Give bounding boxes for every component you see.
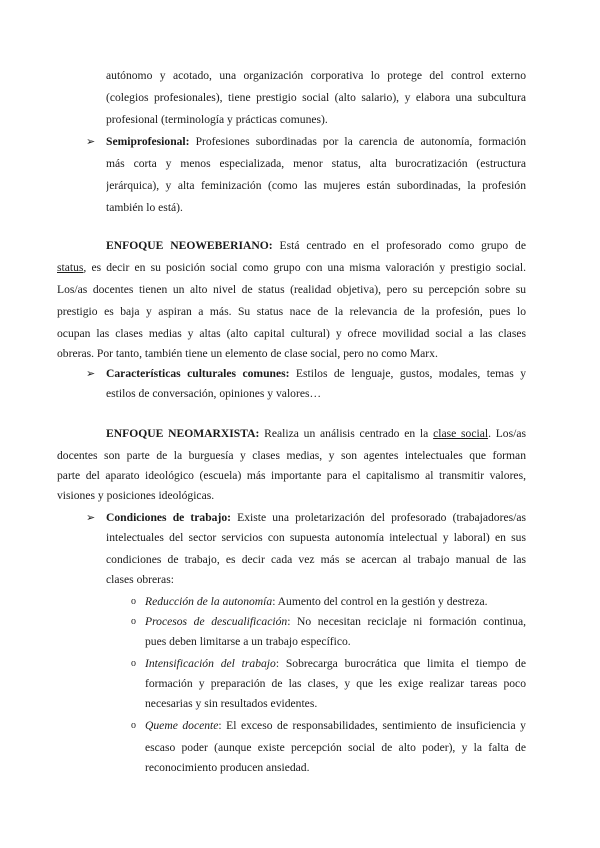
neomarxista-line1-end: . Los/as	[488, 427, 526, 440]
neoweberiano-line-4: prestigio es baja y aspiran a más. Su status nace de la relevancia de la profesión, pues lo	[57, 305, 526, 318]
sub-item-descualificacion-2: pues deben limitarse a un trabajo específico.	[145, 635, 351, 648]
sub-item-text: : Aumento del control en la gestión y destreza.	[272, 595, 488, 608]
neomarxista-line-1	[106, 426, 526, 442]
arrow-bullet-icon: ➢	[86, 512, 96, 524]
clase-social-word: clase social	[433, 427, 489, 440]
sub-item-text: : Sobrecarga burocrática que limita el tiempo de	[275, 657, 526, 670]
neomarxista-heading: ENFOQUE NEOMARXISTA:	[106, 427, 260, 440]
circle-bullet-icon: o	[131, 616, 136, 627]
neomarxista-line-2: docentes son parte de la burguesía y clases medias, y son agentes intelectuales que forman	[57, 449, 526, 462]
condiciones-line-4: clases obreras:	[106, 573, 174, 586]
sub-item-intensificacion-1	[145, 656, 526, 672]
condiciones-line-2: intelectuales del sector servicios con supuesta autonomía intelectual y laboral) en sus	[106, 531, 526, 544]
neoweberiano-line-6: obreras. Por tanto, también tiene un elemento de clase social, pero no como Marx.	[57, 347, 438, 360]
neoweberiano-line-5: ocupan las clases medias y altas (alto capital cultural) y ofrece movilidad social a las clases	[57, 327, 526, 340]
neoweberiano-line-1	[106, 238, 526, 254]
neomarxista-line-3: parte del aparato ideológico (escuela) más importante para el capitalismo al transmitir valores,	[57, 469, 526, 482]
top-para-line-3: profesional (terminología y prácticas comunes).	[106, 113, 328, 126]
circle-bullet-icon: o	[131, 596, 136, 607]
caracteristicas-term: Características culturales comunes:	[106, 367, 290, 380]
neoweberiano-line1-text: Está centrado en el profesorado como grupo de	[272, 239, 526, 252]
neoweberiano-line2-text: , es decir en su posición social como grupo con una misma valoración y prestigio social.	[83, 261, 526, 274]
sub-item-queme-2: escaso poder (aunque existe percepción social de alto poder), y la falta de	[145, 741, 526, 754]
semiprofesional-line-4: también lo está).	[106, 201, 183, 214]
neomarxista-line-4: visiones y posiciones ideológicas.	[57, 489, 215, 502]
sub-item-intensificacion-3: necesarias y sin resultados evidentes.	[145, 697, 318, 710]
sub-item-text: : No necesitan reciclaje ni formación continua,	[287, 615, 526, 628]
semiprofesional-text: Profesiones subordinadas por la carencia de autonomía, formación	[189, 135, 526, 148]
neoweberiano-line-3: Los/as docentes tienen un alto nivel de status (realidad objetiva), pero su percepción sobre su	[57, 283, 526, 296]
circle-bullet-icon: o	[131, 720, 136, 731]
condiciones-line-3: condiciones de trabajo, es decir cada vez más se acercan al trabajo manual de las	[106, 553, 526, 566]
semiprofesional-line-3: jerárquica), y alta feminización (como las mujeres están subordinadas, la profesión	[106, 179, 526, 192]
sub-item-intensificacion-2: formación y preparación de las clases, y que les exige realizar tareas poco	[145, 677, 526, 690]
neomarxista-line1-text: Realiza un análisis centrado en la	[259, 427, 434, 440]
semiprofesional-line-2: más corta y menos especializada, menor status, alta burocratización (estructura	[106, 157, 526, 170]
sub-item-text: : El exceso de responsabilidades, sentimiento de insuficiencia y	[218, 719, 526, 732]
sub-item-term: Procesos de descualificación	[145, 615, 288, 628]
sub-item-term: Queme docente	[145, 719, 219, 732]
semiprofesional-term: Semiprofesional:	[106, 135, 190, 148]
sub-item-queme-1	[145, 718, 526, 734]
semiprofesional-line-1	[106, 134, 526, 150]
status-word: status	[57, 261, 84, 274]
sub-item-queme-3: reconocimiento producen ansiedad.	[145, 761, 310, 774]
caracteristicas-line-1	[106, 366, 526, 382]
top-para-line-2: (colegios profesionales), tiene prestigio social (alto salario), y elabora una subcultura	[106, 91, 526, 104]
neoweberiano-line-2	[57, 260, 526, 276]
sub-item-reduccion	[145, 594, 488, 610]
sub-item-term: Intensificación del trabajo	[145, 657, 276, 670]
arrow-bullet-icon: ➢	[86, 368, 96, 380]
caracteristicas-line-2: estilos de conversación, opiniones y valores…	[106, 387, 322, 400]
condiciones-text: Existe una proletarización del profesorado (trabajadores/as	[231, 511, 526, 524]
condiciones-line-1	[106, 510, 526, 526]
arrow-bullet-icon: ➢	[86, 136, 96, 148]
circle-bullet-icon: o	[131, 658, 136, 669]
neoweberiano-heading: ENFOQUE NEOWEBERIANO:	[106, 239, 273, 252]
top-para-line-1: autónomo y acotado, una organización corporativa lo protege del control externo	[106, 69, 526, 82]
caracteristicas-text: Estilos de lenguaje, gustos, modales, temas y	[289, 367, 526, 380]
sub-item-descualificacion-1	[145, 614, 526, 630]
condiciones-term: Condiciones de trabajo:	[106, 511, 231, 524]
sub-item-term: Reducción de la autonomía	[145, 595, 273, 608]
